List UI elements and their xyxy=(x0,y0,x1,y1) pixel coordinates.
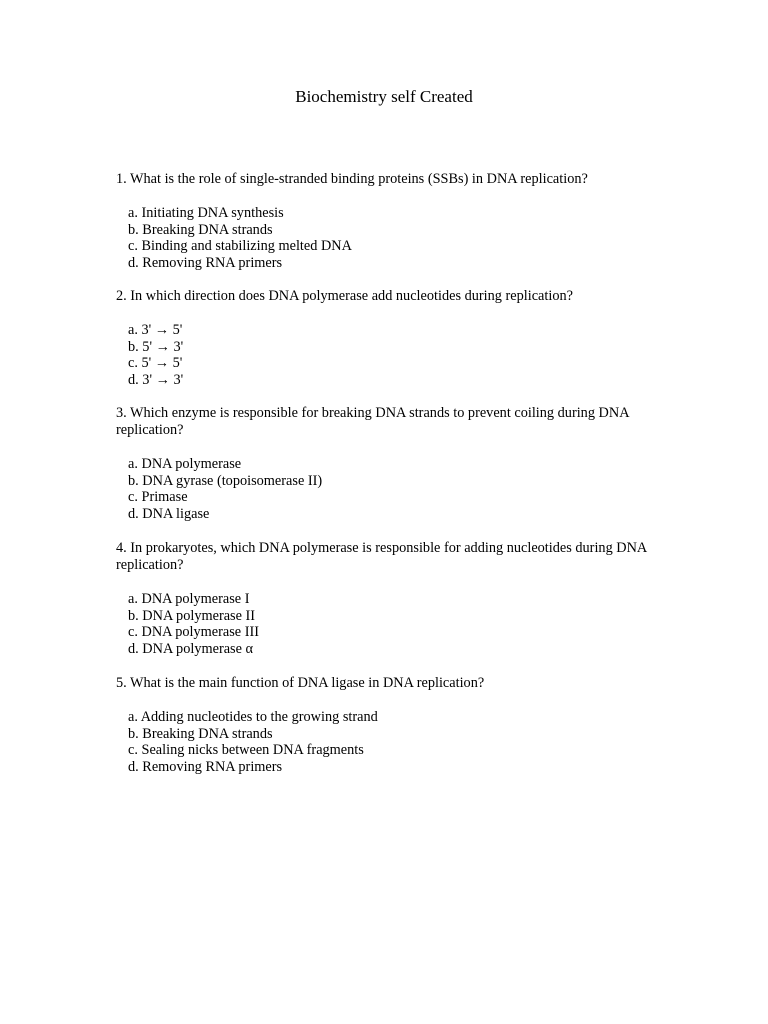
answer-option-a: a. Adding nucleotides to the growing strand xyxy=(128,709,378,725)
answer-option-b: b. 5' → 3' xyxy=(128,338,184,355)
answer-option-c: c. Binding and stabilizing melted DNA xyxy=(128,238,352,255)
answer-option-c: c. Sealing nicks between DNA fragments xyxy=(128,742,364,759)
answer-option-b: b. Breaking DNA strands xyxy=(128,221,273,238)
answer-options xyxy=(128,709,656,776)
question-5 xyxy=(116,675,656,776)
question-text: 3. Which enzyme is responsible for breaking DNA strands to prevent coiling during DNA replication? xyxy=(116,405,629,438)
question-3 xyxy=(116,405,656,523)
answer-option-d: d. DNA polymerase α xyxy=(128,641,254,658)
answer-option-b: b. Breaking DNA strands xyxy=(128,725,273,742)
question-text: 1. What is the role of single-stranded binding proteins (SSBs) in DNA replication? xyxy=(116,171,588,187)
question-1 xyxy=(116,171,656,272)
answer-option-d: d. Removing RNA primers xyxy=(128,759,283,776)
answer-option-b: b. DNA gyrase (topoisomerase II) xyxy=(128,472,323,489)
question-2 xyxy=(116,288,656,389)
answer-option-d: d. DNA ligase xyxy=(128,506,210,523)
answer-option-a: a. DNA polymerase xyxy=(128,456,242,472)
answer-options xyxy=(128,205,656,272)
document-title: Biochemistry self Created xyxy=(295,87,473,106)
answer-option-a: a. DNA polymerase I xyxy=(128,591,250,607)
answer-options xyxy=(128,456,656,523)
answer-option-d: d. 3' → 3' xyxy=(128,372,184,389)
answer-option-b: b. DNA polymerase II xyxy=(128,607,256,624)
answer-option-a: a. Initiating DNA synthesis xyxy=(128,205,284,221)
answer-option-c: c. 5' → 5' xyxy=(128,355,183,372)
answer-option-d: d. Removing RNA primers xyxy=(128,255,283,272)
answer-options xyxy=(128,322,656,389)
answer-option-c: c. Primase xyxy=(128,489,188,506)
question-text: 4. In prokaryotes, which DNA polymerase is responsible for adding nucleotides during DNA replication? xyxy=(116,540,647,573)
question-text: 5. What is the main function of DNA ligase in DNA replication? xyxy=(116,675,485,691)
question-4 xyxy=(116,540,656,658)
answer-options xyxy=(128,591,656,658)
answer-option-a: a. 3' → 5' xyxy=(128,322,183,338)
answer-option-c: c. DNA polymerase III xyxy=(128,624,260,641)
question-text: 2. In which direction does DNA polymerase add nucleotides during replication? xyxy=(116,288,573,304)
